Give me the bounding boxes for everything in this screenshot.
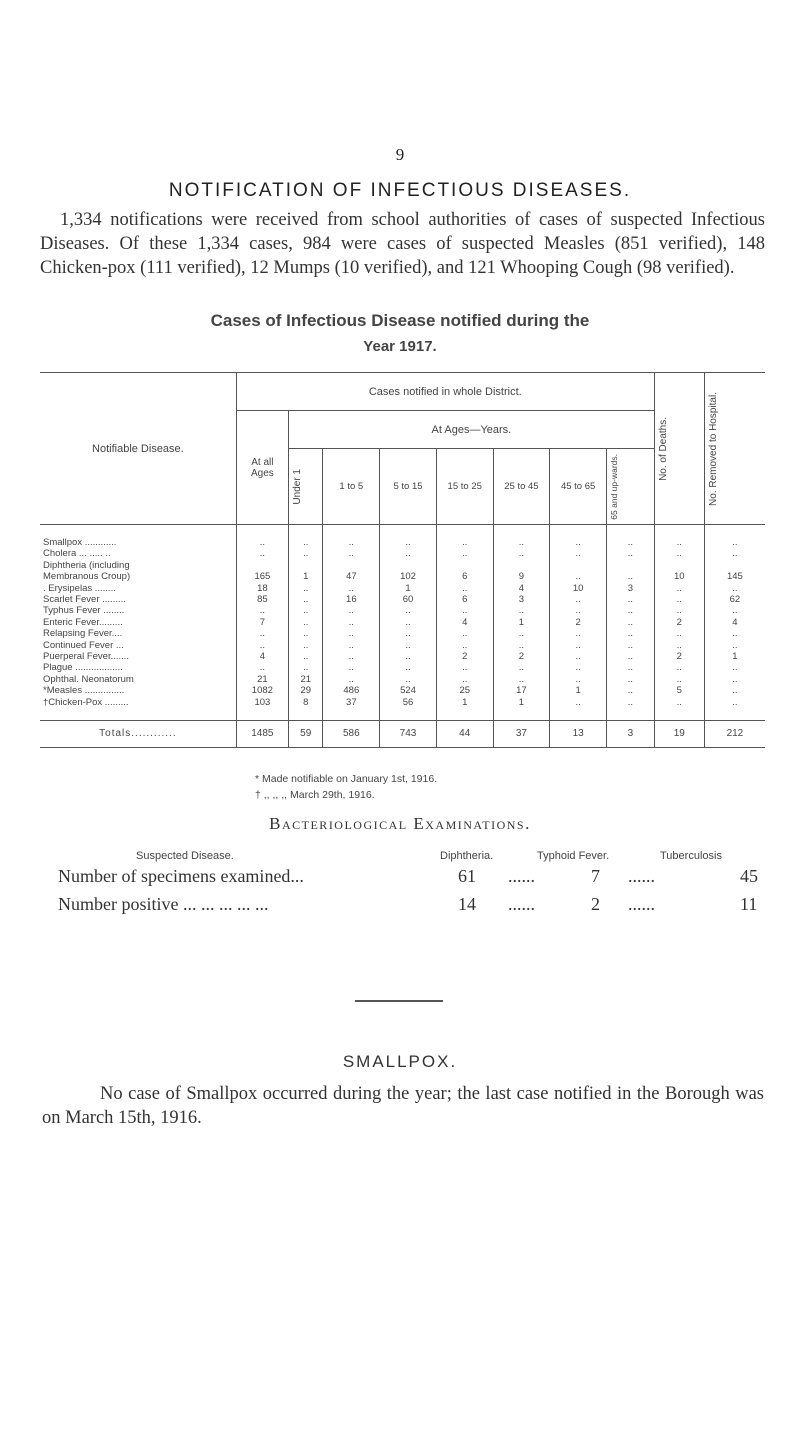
table-cell: .. [704, 697, 765, 708]
table-row [40, 662, 765, 673]
total-cell: 3 [606, 721, 654, 748]
total-cell: 19 [654, 721, 704, 748]
disease-name: Cholera ... ..... .. [43, 548, 111, 560]
disease-name: *Measles ............... [43, 685, 125, 697]
table-cell: 56 [380, 697, 437, 708]
table-cell: 3 [493, 594, 550, 605]
table-cell: 3 [606, 583, 654, 594]
bact-row-label: Number positive ... ... ... ... ... [58, 894, 269, 914]
table-cell: .. [436, 628, 493, 639]
bact-value: 61 [458, 866, 476, 886]
table-cell: .. [493, 628, 550, 639]
table-cell: .. [606, 571, 654, 582]
table-cell: 37 [323, 697, 380, 708]
table-cell: 1 [380, 583, 437, 594]
table-cell: 4 [493, 583, 550, 594]
table-cell: 2 [654, 651, 704, 662]
totals-row [40, 721, 765, 748]
disease-name: Ophthal. Neonatorum [43, 673, 134, 685]
table-cell: 4 [236, 651, 288, 662]
intro-paragraph: 1,334 notifications were received from school authorities of cases of suspected Infectious Diseases. Of these 1,334 cases, 984 were cases of suspected Measles (851 verified), 148 Chicken-pox (111 verified), 12 Mumps (10 verified), and 121 Whooping Cough (98 verified). [40, 210, 765, 278]
table-cell [493, 560, 550, 571]
table-cell: .. [289, 651, 323, 662]
total-cell: 59 [289, 721, 323, 748]
table-cell: 1 [493, 617, 550, 628]
table-title: Cases of Infectious Disease notified during the [210, 311, 590, 330]
bact-value: 2 [591, 894, 600, 914]
table-cell: 145 [704, 571, 765, 582]
smallpox-heading: SMALLPOX. [342, 1052, 458, 1071]
table-cell [289, 560, 323, 571]
disease-name: Smallpox ............ [43, 537, 117, 548]
table-cell [704, 560, 765, 571]
table-cell: .. [704, 537, 765, 548]
table-cell: .. [289, 662, 323, 673]
total-cell: 37 [493, 721, 550, 748]
table-cell: .. [236, 548, 288, 559]
table-row [40, 674, 765, 685]
table-cell: .. [550, 640, 607, 651]
table-cell: .. [704, 662, 765, 673]
table-cell: 2 [493, 651, 550, 662]
disease-name: Plague .................. [43, 662, 123, 674]
table-cell: .. [654, 594, 704, 605]
table-cell: .. [323, 583, 380, 594]
table-cell: .. [704, 605, 765, 616]
table-cell: .. [289, 594, 323, 605]
table-cell: .. [550, 594, 607, 605]
table-cell: .. [236, 605, 288, 616]
smallpox-paragraph: No case of Smallpox occurred during the year; the last case notified in the Borough was on March 15th, 1916. [42, 1084, 764, 1128]
table-cell: 1 [550, 685, 607, 696]
table-cell: 165 [236, 571, 288, 582]
table-cell: .. [436, 640, 493, 651]
total-cell: 212 [704, 721, 765, 748]
col-under1-header: Under 1 [292, 468, 303, 505]
table-body [40, 525, 765, 748]
table-cell: .. [289, 583, 323, 594]
table-cell: .. [704, 628, 765, 639]
table-cell: .. [606, 697, 654, 708]
disease-name: Membranous Croup) [43, 571, 131, 583]
disease-table [40, 372, 765, 748]
bact-col-typhoid: Typhoid Fever. [537, 850, 610, 862]
table-row [40, 605, 765, 616]
col-65up-header: 65 and up-wards. [608, 453, 619, 520]
table-cell: .. [704, 583, 765, 594]
table-cell: .. [323, 651, 380, 662]
table-cell: 486 [323, 685, 380, 696]
table-cell: .. [654, 697, 704, 708]
table-cell: .. [550, 537, 607, 548]
disease-name: †Chicken-Pox ......... [43, 696, 129, 708]
col-25to45-header: 25 to 45 [493, 449, 550, 525]
table-cell: .. [606, 651, 654, 662]
table-cell: .. [436, 674, 493, 685]
table-row [40, 583, 765, 594]
table-cell: .. [493, 674, 550, 685]
table-cell: .. [606, 617, 654, 628]
table-cell: .. [493, 640, 550, 651]
table-cell: .. [436, 662, 493, 673]
table-cell: 47 [323, 571, 380, 582]
table-row [40, 617, 765, 628]
table-cell [236, 560, 288, 571]
table-cell: .. [323, 628, 380, 639]
table-row [40, 571, 765, 582]
table-cell: .. [380, 537, 437, 548]
table-cell: .. [323, 548, 380, 559]
col-1to5-header: 1 to 5 [323, 449, 380, 525]
table-cell: .. [654, 548, 704, 559]
totals-label: Totals............ [40, 721, 236, 748]
table-cell [550, 560, 607, 571]
table-cell: .. [289, 628, 323, 639]
table-cell: .. [493, 537, 550, 548]
table-cell: .. [654, 640, 704, 651]
table-row [40, 697, 765, 708]
table-cell: .. [606, 537, 654, 548]
table-cell: .. [550, 548, 607, 559]
table-cell: .. [380, 662, 437, 673]
table-cell: .. [323, 640, 380, 651]
table-cell [654, 560, 704, 571]
disease-name: Enteric Fever......... [43, 616, 123, 628]
table-cell: .. [704, 548, 765, 559]
disease-name: Scarlet Fever ......... [43, 594, 126, 606]
table-cell: 4 [436, 617, 493, 628]
table-cell: 9 [493, 571, 550, 582]
table-cell: .. [654, 605, 704, 616]
group-header: Cases notified in whole District. [236, 373, 654, 411]
table-cell: .. [550, 605, 607, 616]
table-cell: 85 [236, 594, 288, 605]
bact-value: 11 [740, 894, 758, 914]
table-cell: .. [380, 617, 437, 628]
footnote-chickenpox: † ,, ,, ,, March 29th, 1916. [255, 789, 375, 801]
table-cell: .. [289, 617, 323, 628]
table-cell: 10 [654, 571, 704, 582]
table-cell: 29 [289, 685, 323, 696]
table-cell: 103 [236, 697, 288, 708]
table-cell: .. [654, 674, 704, 685]
table-cell: .. [380, 605, 437, 616]
table-cell: 1 [704, 651, 765, 662]
col-45to65-header: 45 to 65 [550, 449, 607, 525]
total-cell: 44 [436, 721, 493, 748]
table-cell: .. [493, 662, 550, 673]
table-row [40, 594, 765, 605]
table-cell: .. [380, 640, 437, 651]
table-cell: .. [654, 662, 704, 673]
table-cell: .. [606, 594, 654, 605]
table-cell: .. [606, 674, 654, 685]
table-cell: 524 [380, 685, 437, 696]
table-row [40, 640, 765, 651]
table-cell: .. [323, 617, 380, 628]
bact-value: 7 [591, 866, 600, 886]
section-heading: NOTIFICATION OF INFECTIOUS DISEASES. [168, 180, 632, 201]
table-row [40, 537, 765, 548]
table-cell: .. [289, 537, 323, 548]
table-title-year: Year 1917. [363, 338, 437, 355]
footnote-measles: * Made notifiable on January 1st, 1916. [255, 773, 438, 785]
bact-col-diphtheria: Diphtheria. [440, 850, 494, 862]
table-cell: 17 [493, 685, 550, 696]
table-cell [380, 560, 437, 571]
table-cell: 2 [550, 617, 607, 628]
table-cell: 1 [289, 571, 323, 582]
bact-col-tuberculosis: Tuberculosis [660, 850, 722, 862]
ages-header: At Ages—Years. [289, 411, 655, 449]
table-cell: .. [289, 605, 323, 616]
table-cell: .. [323, 674, 380, 685]
disease-name: Diphtheria (including [43, 559, 130, 571]
table-cell: .. [493, 605, 550, 616]
table-cell: .. [436, 583, 493, 594]
table-row [40, 651, 765, 662]
table-cell: 18 [236, 583, 288, 594]
total-cell: 743 [380, 721, 437, 748]
bact-row-label: Number of specimens examined... [58, 866, 304, 886]
disease-name: Relapsing Fever.... [43, 628, 123, 640]
table-cell: .. [236, 537, 288, 548]
table-cell: 1 [436, 697, 493, 708]
table-cell: .. [380, 628, 437, 639]
table-cell: .. [289, 548, 323, 559]
table-cell: .. [380, 651, 437, 662]
table-cell: .. [236, 662, 288, 673]
table-cell: 5 [654, 685, 704, 696]
table-cell: 6 [436, 594, 493, 605]
table-cell: .. [550, 674, 607, 685]
table-cell: .. [606, 640, 654, 651]
table-cell: .. [550, 697, 607, 708]
table-row [40, 628, 765, 639]
table-cell: .. [654, 628, 704, 639]
table-cell: .. [493, 548, 550, 559]
table-cell: 2 [654, 617, 704, 628]
table-cell: 60 [380, 594, 437, 605]
table-cell: .. [550, 628, 607, 639]
leader-dots: ...... [508, 866, 535, 886]
table-cell: .. [704, 674, 765, 685]
table-cell: 1082 [236, 685, 288, 696]
table-cell: .. [704, 685, 765, 696]
table-row [40, 548, 765, 559]
table-cell: .. [323, 605, 380, 616]
disease-name: . Erysipelas ........ [43, 582, 116, 594]
table-cell: .. [606, 662, 654, 673]
total-cell: 1485 [236, 721, 288, 748]
table-cell: 16 [323, 594, 380, 605]
table-cell: .. [380, 548, 437, 559]
table-cell: 7 [236, 617, 288, 628]
table-cell: .. [606, 605, 654, 616]
table-cell: .. [380, 674, 437, 685]
leader-dots: ...... [628, 894, 655, 914]
table-cell: .. [550, 651, 607, 662]
table-cell: .. [550, 662, 607, 673]
table-cell: 25 [436, 685, 493, 696]
disease-name: Continued Fever ... [43, 639, 124, 651]
table-cell: .. [323, 662, 380, 673]
table-cell: .. [236, 640, 288, 651]
table-cell [323, 560, 380, 571]
table-row [40, 685, 765, 696]
col-15to25-header: 15 to 25 [436, 449, 493, 525]
page-number: 9 [395, 145, 405, 164]
divider-rule [355, 1000, 443, 1002]
table-cell: .. [436, 537, 493, 548]
bact-value: 45 [740, 866, 758, 886]
table-row [40, 560, 765, 571]
total-cell: 13 [550, 721, 607, 748]
table-cell: .. [606, 548, 654, 559]
table-cell: 102 [380, 571, 437, 582]
col-disease-header: Notifiable Disease. [40, 373, 236, 525]
bacteriological-title: Bacteriological Examinations. [269, 814, 531, 833]
table-cell: 62 [704, 594, 765, 605]
col-5to15-header: 5 to 15 [380, 449, 437, 525]
col-all-ages-header: At all Ages [236, 411, 288, 525]
disease-name: Puerperal Fever....... [43, 651, 130, 663]
table-cell: .. [436, 548, 493, 559]
table-cell: 10 [550, 583, 607, 594]
table-cell: .. [654, 583, 704, 594]
table-cell: 8 [289, 697, 323, 708]
table-cell: .. [289, 640, 323, 651]
table-cell: .. [654, 537, 704, 548]
table-cell [436, 560, 493, 571]
table-cell: .. [236, 628, 288, 639]
table-cell: 1 [493, 697, 550, 708]
table-cell: 4 [704, 617, 765, 628]
table-cell: .. [704, 640, 765, 651]
table-cell: .. [436, 605, 493, 616]
table-cell: .. [606, 628, 654, 639]
table-cell: 2 [436, 651, 493, 662]
bact-col-label: Suspected Disease. [136, 850, 234, 862]
col-deaths-header: No. of Deaths. [657, 416, 669, 481]
col-removed-header: No. Removed to Hospital. [707, 391, 719, 506]
table-cell [606, 560, 654, 571]
leader-dots: ...... [508, 894, 535, 914]
table-cell: 21 [289, 674, 323, 685]
table-cell: 6 [436, 571, 493, 582]
table-cell: .. [550, 571, 607, 582]
total-cell: 586 [323, 721, 380, 748]
table-cell: 21 [236, 674, 288, 685]
bact-value: 14 [458, 894, 476, 914]
table-cell: .. [606, 685, 654, 696]
disease-name: Typhus Fever ........ [43, 605, 125, 617]
table-cell: .. [323, 537, 380, 548]
leader-dots: ...... [628, 866, 655, 886]
